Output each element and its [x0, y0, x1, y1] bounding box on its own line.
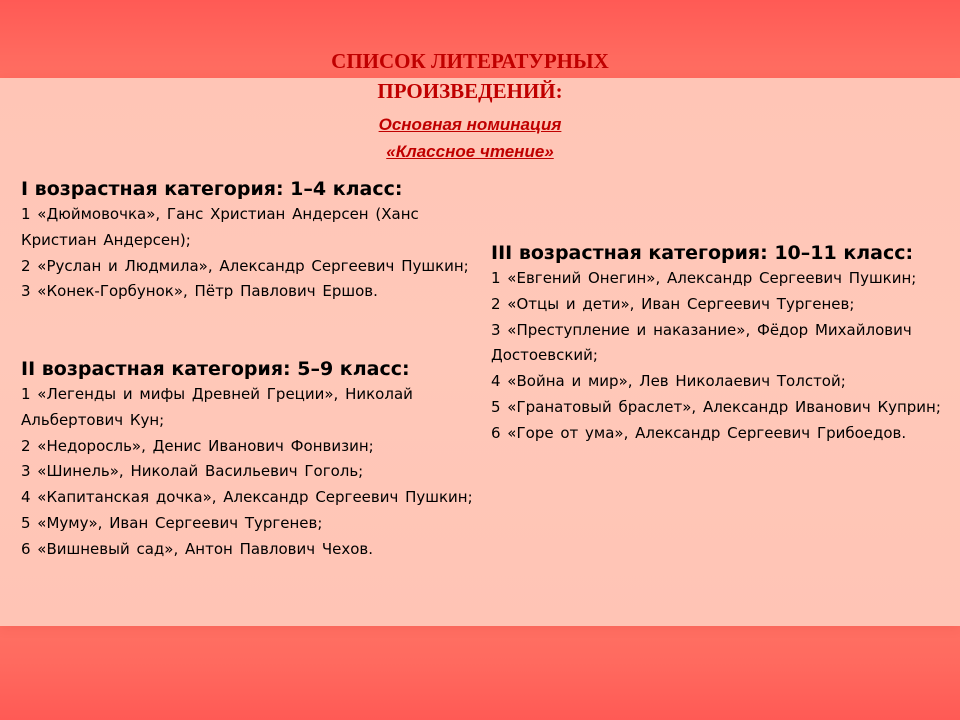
list-item: 6 «Горе от ума», Александр Сергеевич Грибоедов. — [491, 423, 907, 442]
subnomination-subtitle: «Классное чтение» — [386, 142, 554, 161]
list-item: 2 «Руслан и Людмила», Александр Сергеевич Пушкин; — [21, 256, 469, 275]
list-item: 2 «Недоросль», Денис Иванович Фонвизин; — [21, 436, 374, 455]
category-heading: II возрастная категория: 5–9 класс: — [21, 358, 410, 380]
page-title-line-2: ПРОИЗВЕДЕНИЙ: — [377, 79, 563, 103]
category-2 — [21, 356, 481, 563]
list-item: 1 «Евгений Онегин», Александр Сергеевич Пушкин; — [491, 269, 917, 287]
list-item: 5 «Гранатовый браслет», Александр Иванович Куприн; — [491, 397, 941, 416]
list-item: 3 «Шинель», Николай Васильевич Гоголь; — [21, 462, 364, 481]
category-heading: III возрастная категория: 10–11 класс: — [491, 242, 914, 264]
list-item: 4 «Война и мир», Лев Николаевич Толстой; — [491, 372, 846, 391]
list-item: 3 «Преступление и наказание», Фёдор Михайлович Достоевский; — [491, 320, 912, 365]
work-list — [21, 382, 481, 563]
list-item: 4 «Капитанская дочка», Александр Сергеевич Пушкин; — [21, 488, 473, 507]
list-item: 6 «Вишневый сад», Антон Павлович Чехов. — [21, 539, 374, 558]
category-heading: I возрастная категория: 1–4 класс: — [21, 178, 403, 200]
list-item: 5 «Муму», Иван Сергеевич Тургенев; — [21, 513, 323, 532]
work-list — [21, 202, 481, 305]
list-item: 3 «Конек-Горбунок», Пётр Павлович Ершов. — [21, 282, 378, 301]
category-1 — [21, 176, 481, 305]
page-title-line-1: СПИСОК ЛИТЕРАТУРНЫХ — [331, 49, 609, 73]
nomination-subtitle: Основная номинация — [378, 115, 562, 134]
list-item: 2 «Отцы и дети», Иван Сергеевич Тургенев; — [491, 294, 855, 313]
category-3 — [491, 240, 941, 447]
list-item: 1 «Дюймовочка», Ганс Христиан Андерсен (Ханс Кристиан Андерсен); — [21, 205, 419, 249]
work-list — [491, 266, 941, 447]
list-item: 1 «Легенды и мифы Древней Греции», Николай Альбертович Кун; — [21, 385, 413, 429]
